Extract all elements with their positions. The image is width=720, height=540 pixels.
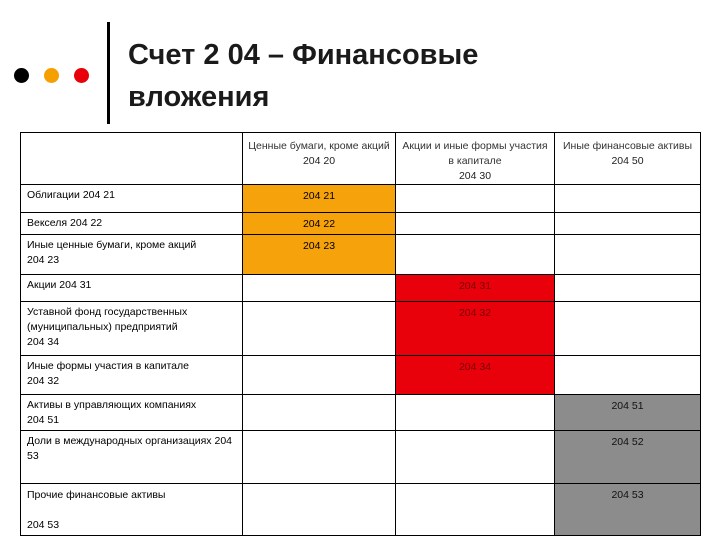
value-cell bbox=[396, 235, 555, 275]
table-row bbox=[21, 275, 701, 302]
value-cell bbox=[243, 395, 396, 431]
value-cell bbox=[243, 431, 396, 484]
row-label-text: Уставной фонд государственных (муниципальных) предприятий bbox=[27, 306, 188, 333]
table-row bbox=[21, 484, 701, 536]
value-cell-orange bbox=[243, 235, 396, 275]
row-label-code: 204 53 bbox=[27, 519, 60, 531]
table-row bbox=[21, 213, 701, 235]
cell-code: 204 21 bbox=[302, 190, 336, 202]
value-cell-gray bbox=[555, 484, 701, 536]
cell-code: 204 53 bbox=[611, 489, 644, 501]
title-divider bbox=[107, 22, 110, 124]
value-cell-red bbox=[396, 275, 555, 302]
value-cell bbox=[396, 213, 555, 235]
value-cell bbox=[555, 185, 701, 213]
column-header-code: 204 50 bbox=[611, 155, 644, 167]
cell-code: 204 22 bbox=[302, 218, 336, 230]
value-cell bbox=[555, 235, 701, 275]
table-header-row bbox=[21, 133, 701, 185]
column-header bbox=[396, 133, 555, 185]
row-label bbox=[21, 356, 243, 395]
row-label-code: 204 51 bbox=[27, 414, 60, 426]
value-cell-gray bbox=[555, 431, 701, 484]
cell-code: 204 31 bbox=[458, 280, 492, 292]
row-label-text: Прочие финансовые активы bbox=[27, 489, 166, 501]
row-label-code: 204 21 bbox=[82, 189, 115, 201]
row-label bbox=[21, 302, 243, 356]
row-label bbox=[21, 235, 243, 275]
value-cell bbox=[396, 395, 555, 431]
value-cell bbox=[396, 431, 555, 484]
cell-code: 204 51 bbox=[611, 400, 644, 412]
row-label-text: Облигации bbox=[27, 189, 80, 201]
value-cell bbox=[555, 302, 701, 356]
header-corner-cell bbox=[21, 133, 243, 185]
row-label-text: Иные ценные бумаги, кроме акций bbox=[27, 239, 197, 251]
column-header bbox=[555, 133, 701, 185]
row-label-code: 204 23 bbox=[27, 254, 60, 266]
row-label bbox=[21, 213, 243, 235]
table-row bbox=[21, 356, 701, 395]
row-label-text: Векселя bbox=[27, 217, 68, 229]
cell-code: 204 32 bbox=[458, 307, 492, 319]
row-label bbox=[21, 431, 243, 484]
value-cell bbox=[243, 275, 396, 302]
row-label-text: Доли в международных организациях bbox=[27, 435, 212, 447]
value-cell bbox=[243, 302, 396, 356]
column-header-label: Ценные бумаги, кроме акций bbox=[248, 140, 390, 152]
row-label-text: Иные формы участия в капитале bbox=[27, 360, 189, 372]
column-header-code: 204 20 bbox=[302, 155, 336, 167]
column-header-code: 204 30 bbox=[458, 170, 492, 182]
value-cell bbox=[243, 484, 396, 536]
row-label-code: 204 31 bbox=[59, 279, 92, 291]
value-cell bbox=[555, 213, 701, 235]
column-header-label: Иные финансовые активы bbox=[562, 140, 693, 152]
accounts-table bbox=[20, 132, 701, 536]
row-label bbox=[21, 484, 243, 536]
page-title bbox=[128, 34, 688, 118]
table-row bbox=[21, 431, 701, 484]
value-cell-red bbox=[396, 356, 555, 395]
table-row bbox=[21, 302, 701, 356]
column-header bbox=[243, 133, 396, 185]
value-cell bbox=[555, 356, 701, 395]
row-label-text: Активы в управляющих компаниях bbox=[27, 399, 197, 411]
value-cell-orange bbox=[243, 213, 396, 235]
value-cell bbox=[555, 275, 701, 302]
bullet-dot-orange bbox=[44, 68, 59, 83]
row-label-text: Акции bbox=[27, 279, 57, 291]
cell-code: 204 34 bbox=[458, 361, 492, 373]
bullet-dot-red bbox=[74, 68, 89, 83]
row-label-code: 204 53 bbox=[27, 435, 233, 462]
row-label-code: 204 22 bbox=[70, 217, 103, 229]
value-cell-red bbox=[396, 302, 555, 356]
value-cell bbox=[243, 356, 396, 395]
page-title-line2: вложения bbox=[128, 81, 270, 113]
table-row bbox=[21, 395, 701, 431]
page-title-line1: Счет 2 04 – Финансовые bbox=[128, 39, 479, 71]
row-label-code: 204 32 bbox=[27, 375, 60, 387]
value-cell bbox=[396, 185, 555, 213]
value-cell bbox=[396, 484, 555, 536]
column-header-label: Акции и иные формы участия в капитале bbox=[402, 140, 548, 167]
cell-code: 204 23 bbox=[302, 240, 336, 252]
table-row bbox=[21, 235, 701, 275]
value-cell-gray bbox=[555, 395, 701, 431]
bullet-dot-black bbox=[14, 68, 29, 83]
row-label bbox=[21, 275, 243, 302]
value-cell-orange bbox=[243, 185, 396, 213]
row-label bbox=[21, 185, 243, 213]
cell-code: 204 52 bbox=[611, 436, 644, 448]
table-row bbox=[21, 185, 701, 213]
row-label-code: 204 34 bbox=[27, 336, 60, 348]
row-label bbox=[21, 395, 243, 431]
